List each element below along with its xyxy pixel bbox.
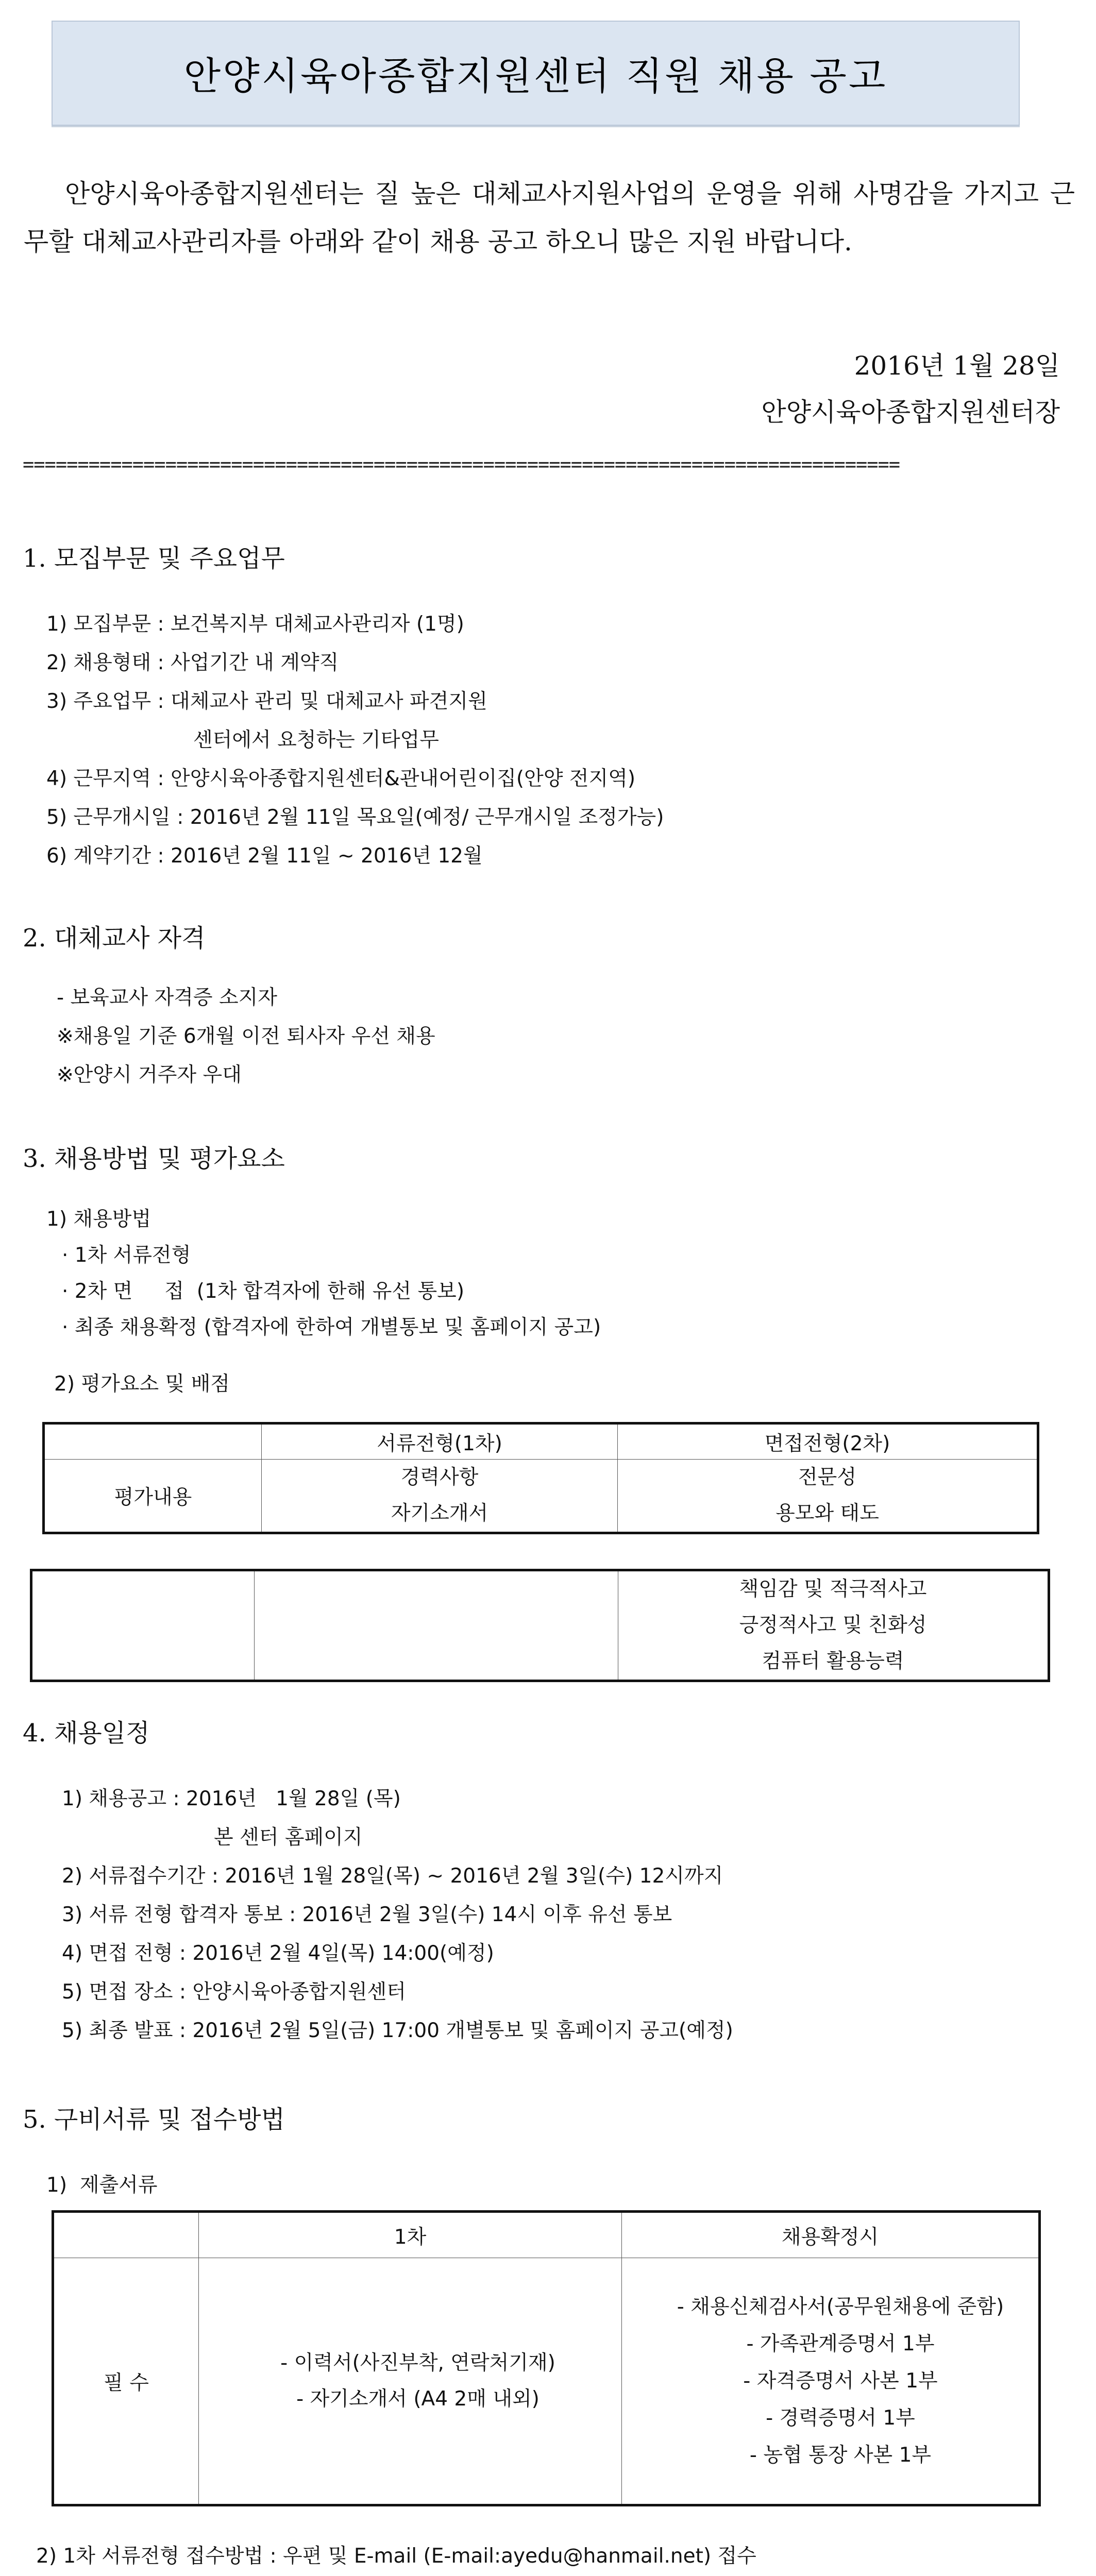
sec4-item-1: 1) 채용공고 : 2016년 1월 28일 (목) xyxy=(62,1787,401,1810)
sec1-item-3: 3) 주요업무 : 대체교사 관리 및 대체교사 파견지원 xyxy=(46,690,487,713)
sec3-method-title: 1) 채용방법 xyxy=(46,1208,151,1231)
eval-col2-line: 전문성 xyxy=(798,1466,857,1489)
section-3-title: 3. 채용방법 및 평가요소 xyxy=(23,1144,285,1173)
sec1-item-1: 1) 모집부문 : 보건복지부 대체교사관리자 (1명) xyxy=(46,613,464,636)
section-2-title: 2. 대체교사 자격 xyxy=(23,924,206,953)
docs-col1-line: - 자기소개서 (A4 2매 내외) xyxy=(296,2387,539,2411)
sec2-item-2: ※채용일 기준 6개월 이전 퇴사자 우선 채용 xyxy=(57,1025,435,1048)
separator-line: ================================================================================ xyxy=(23,453,900,476)
eval-cont-line: 컴퓨터 활용능력 xyxy=(762,1650,904,1673)
eval-col2-header: 면접전형(2차) xyxy=(618,1423,1038,1460)
eval-row-label: 평가내용 xyxy=(44,1460,262,1533)
sec1-item-2: 2) 채용형태 : 사업기간 내 계약직 xyxy=(46,651,339,674)
sec3-method-1: · 1차 서류전형 xyxy=(62,1244,191,1267)
eval-col2-line: 용모와 태도 xyxy=(775,1502,879,1525)
eval-col1-line: 자기소개서 xyxy=(391,1502,488,1525)
section-4-title: 4. 채용일정 xyxy=(23,1719,150,1748)
title-banner xyxy=(52,21,1020,126)
section-5-title: 5. 구비서류 및 접수방법 xyxy=(23,2105,285,2134)
docs-col2-header: 채용확정시 xyxy=(622,2212,1040,2258)
eval-table xyxy=(42,1422,1039,1534)
docs-table-corner xyxy=(53,2212,199,2258)
eval-cont-line: 책임감 및 적극적사고 xyxy=(739,1578,927,1601)
eval-col2-cell xyxy=(618,1460,1038,1533)
eval-table-continued xyxy=(30,1569,1050,1682)
notice-date: 2016년 1월 28일 xyxy=(854,351,1060,381)
intro-paragraph: 안양시육아종합지원센터는 질 높은 대체교사지원사업의 운영을 위해 사명감을 가지고 근무할 대체교사관리자를 아래와 같이 채용 공고 하오니 많은 지원 바랍니다. xyxy=(24,179,1075,257)
eval-col1-cell xyxy=(262,1460,618,1533)
sec4-item-2: 2) 서류접수기간 : 2016년 1월 28일(목) ~ 2016년 2월 3일(수) 12시까지 xyxy=(62,1865,723,1888)
docs-col2-cell xyxy=(622,2258,1040,2505)
sec1-item-3-cont: 센터에서 요청하는 기타업무 xyxy=(193,728,439,752)
documents-table xyxy=(52,2210,1041,2506)
docs-col2-line: - 채용신체검사서(공무원채용에 준함) xyxy=(677,2295,1004,2318)
section-1-title: 1. 모집부문 및 주요업무 xyxy=(23,544,285,573)
sec4-item-5: 5) 면접 장소 : 안양시육아종합지원센터 xyxy=(62,1980,406,2004)
sec3-eval-title: 2) 평가요소 및 배점 xyxy=(54,1372,230,1396)
eval-cont-empty-2 xyxy=(255,1570,618,1681)
notice-signer: 안양시육아종합지원센터장 xyxy=(761,397,1060,427)
page-title: 안양시육아종합지원센터 직원 채용 공고 xyxy=(183,54,888,98)
sec4-item-4: 4) 면접 전형 : 2016년 2월 4일(목) 14:00(예정) xyxy=(62,1942,494,1965)
docs-col2-line: - 농협 통장 사본 1부 xyxy=(749,2443,932,2467)
sec5-docs-title: 1) 제출서류 xyxy=(46,2174,158,2197)
sec4-item-6: 5) 최종 발표 : 2016년 2월 5일(금) 17:00 개별통보 및 홈페이지 공고(예정) xyxy=(62,2019,733,2042)
docs-col1-header: 1차 xyxy=(199,2212,622,2258)
sec1-item-5: 5) 근무개시일 : 2016년 2월 11일 목요일(예정/ 근무개시일 조정가능) xyxy=(46,806,664,829)
docs-col1-cell xyxy=(199,2258,622,2505)
eval-table-corner xyxy=(44,1423,262,1460)
docs-col2-line: - 가족관계증명서 1부 xyxy=(746,2332,935,2355)
docs-row-label: 필 수 xyxy=(53,2258,199,2505)
eval-col1-header: 서류전형(1차) xyxy=(262,1423,618,1460)
docs-col2-line: - 자격증명서 사본 1부 xyxy=(743,2369,938,2393)
sec5-apply-line-1: 2) 1차 서류전형 접수방법 : 우편 및 E-mail (E-mail:ayedu@hanmail.net) 접수 xyxy=(36,2545,756,2568)
eval-cont-cell xyxy=(618,1570,1049,1681)
docs-col1-line: - 이력서(사진부착, 연락처기재) xyxy=(280,2351,555,2375)
eval-col1-line: 경력사항 xyxy=(400,1466,479,1489)
docs-col2-line: - 경력증명서 1부 xyxy=(766,2406,915,2430)
eval-cont-empty-1 xyxy=(31,1570,255,1681)
sec4-item-1-cont: 본 센터 홈페이지 xyxy=(214,1826,363,1849)
eval-cont-line: 긍정적사고 및 친화성 xyxy=(739,1614,927,1637)
sec2-item-1: - 보육교사 자격증 소지자 xyxy=(57,986,278,1009)
sec2-item-3: ※안양시 거주자 우대 xyxy=(57,1063,242,1087)
sec3-method-2: · 2차 면 접 (1차 합격자에 한해 유선 통보) xyxy=(62,1280,465,1303)
sec1-item-4: 4) 근무지역 : 안양시육아종합지원센터&관내어린이집(안양 전지역) xyxy=(46,767,636,790)
sec3-method-3: · 최종 채용확정 (합격자에 한하여 개별통보 및 홈페이지 공고) xyxy=(62,1316,601,1339)
sec1-item-6: 6) 계약기간 : 2016년 2월 11일 ~ 2016년 12월 xyxy=(46,844,483,868)
sec4-item-3: 3) 서류 전형 합격자 통보 : 2016년 2월 3일(수) 14시 이후 유선 통보 xyxy=(62,1903,672,1926)
